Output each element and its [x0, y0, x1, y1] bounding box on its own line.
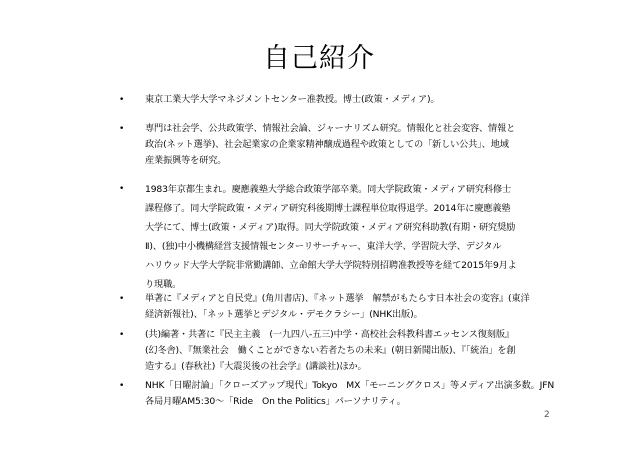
- bullet-text-line: NHK「日曜討論」「クローズアップ現代」Tokyo MX「モーニングクロス」等メディア出演多数。JFN: [145, 380, 555, 391]
- bullet-text-line: 単著に『メディアと自民党』(角川書店)、『ネット選挙 解禁がもたらす日本社会の変容』(東洋: [145, 293, 530, 304]
- bullet-dot-icon: •: [119, 95, 125, 105]
- bullet-item: [119, 93, 523, 107]
- bullet-dot-icon: •: [119, 294, 125, 304]
- bullet-text-line: Ⅱ)、(独)中小機構経営支援情報センターリサーチャー、東洋大学、学習院大学、デジタル: [145, 241, 502, 252]
- bullet-dot-icon: •: [119, 330, 125, 340]
- bullet-text-line: (幻冬舎)、『無業社会 働くことができない若者たちの未来』(朝日新聞出版)、『「統治」を創: [145, 345, 516, 356]
- bullet-text-line: 経済新報社)、「ネット選挙とデジタル・デモクラシー」(NHK出版)。: [145, 309, 423, 320]
- bullet-item: [119, 378, 555, 410]
- bullet-item: [119, 327, 523, 375]
- bullet-text-line: 東京工業大学大学マネジメントセンター准教授。博士(政策・メディア)。: [145, 94, 440, 105]
- bullet-item: [119, 180, 523, 294]
- bullet-item: [119, 121, 523, 169]
- bullet-text-line: 専門は社会学、公共政策学、情報社会論、ジャーナリズム研究。情報化と社会変容、情報と: [145, 123, 516, 134]
- bullet-text-line: ハリウッド大学大学院非常勤講師、立命館大学大学院特別招聘准教授等を経て2015年9月よ: [145, 260, 517, 271]
- bullet-text-line: 産業振興等を研究。: [145, 155, 227, 166]
- bullet-item: [119, 291, 530, 323]
- bullet-dot-icon: •: [119, 124, 125, 134]
- slide-title: 自己紹介: [263, 43, 375, 74]
- bullet-text-line: (共)編著・共著に『民主主義 (一九四八-五三)中学・高校社会科教科書エッセンス復刻版』: [145, 329, 514, 340]
- bullet-text-line: 1983年京都生まれ。慶應義塾大学総合政策学部卒業。同大学院政策・メディア研究科修士: [145, 184, 512, 195]
- bullet-text-line: 各局月曜AM5:30〜「Ride On the Politics」パーソナリティ。: [145, 396, 406, 407]
- bullet-text-line: り現職。: [145, 279, 182, 290]
- bullet-text-line: 造する』(春秋社)『大震災後の社会学』(講談社)ほか。: [145, 361, 367, 372]
- bullet-dot-icon: •: [119, 381, 125, 391]
- bullet-text-line: 課程修了。同大学院政策・メディア研究科後期博士課程単位取得退学。2014年に慶應義塾: [145, 203, 511, 214]
- bullet-text-line: 大学にて、博士(政策・メディア)取得。同大学院政策・メディア研究科助教(有期・研究奨励: [145, 222, 516, 233]
- page-number: 2: [544, 410, 550, 420]
- bullet-text-line: 政治(ネット選挙)、社会起業家の企業家精神醸成過程や政策としての「新しい公共」、地域: [145, 139, 509, 150]
- bullet-dot-icon: •: [119, 184, 125, 194]
